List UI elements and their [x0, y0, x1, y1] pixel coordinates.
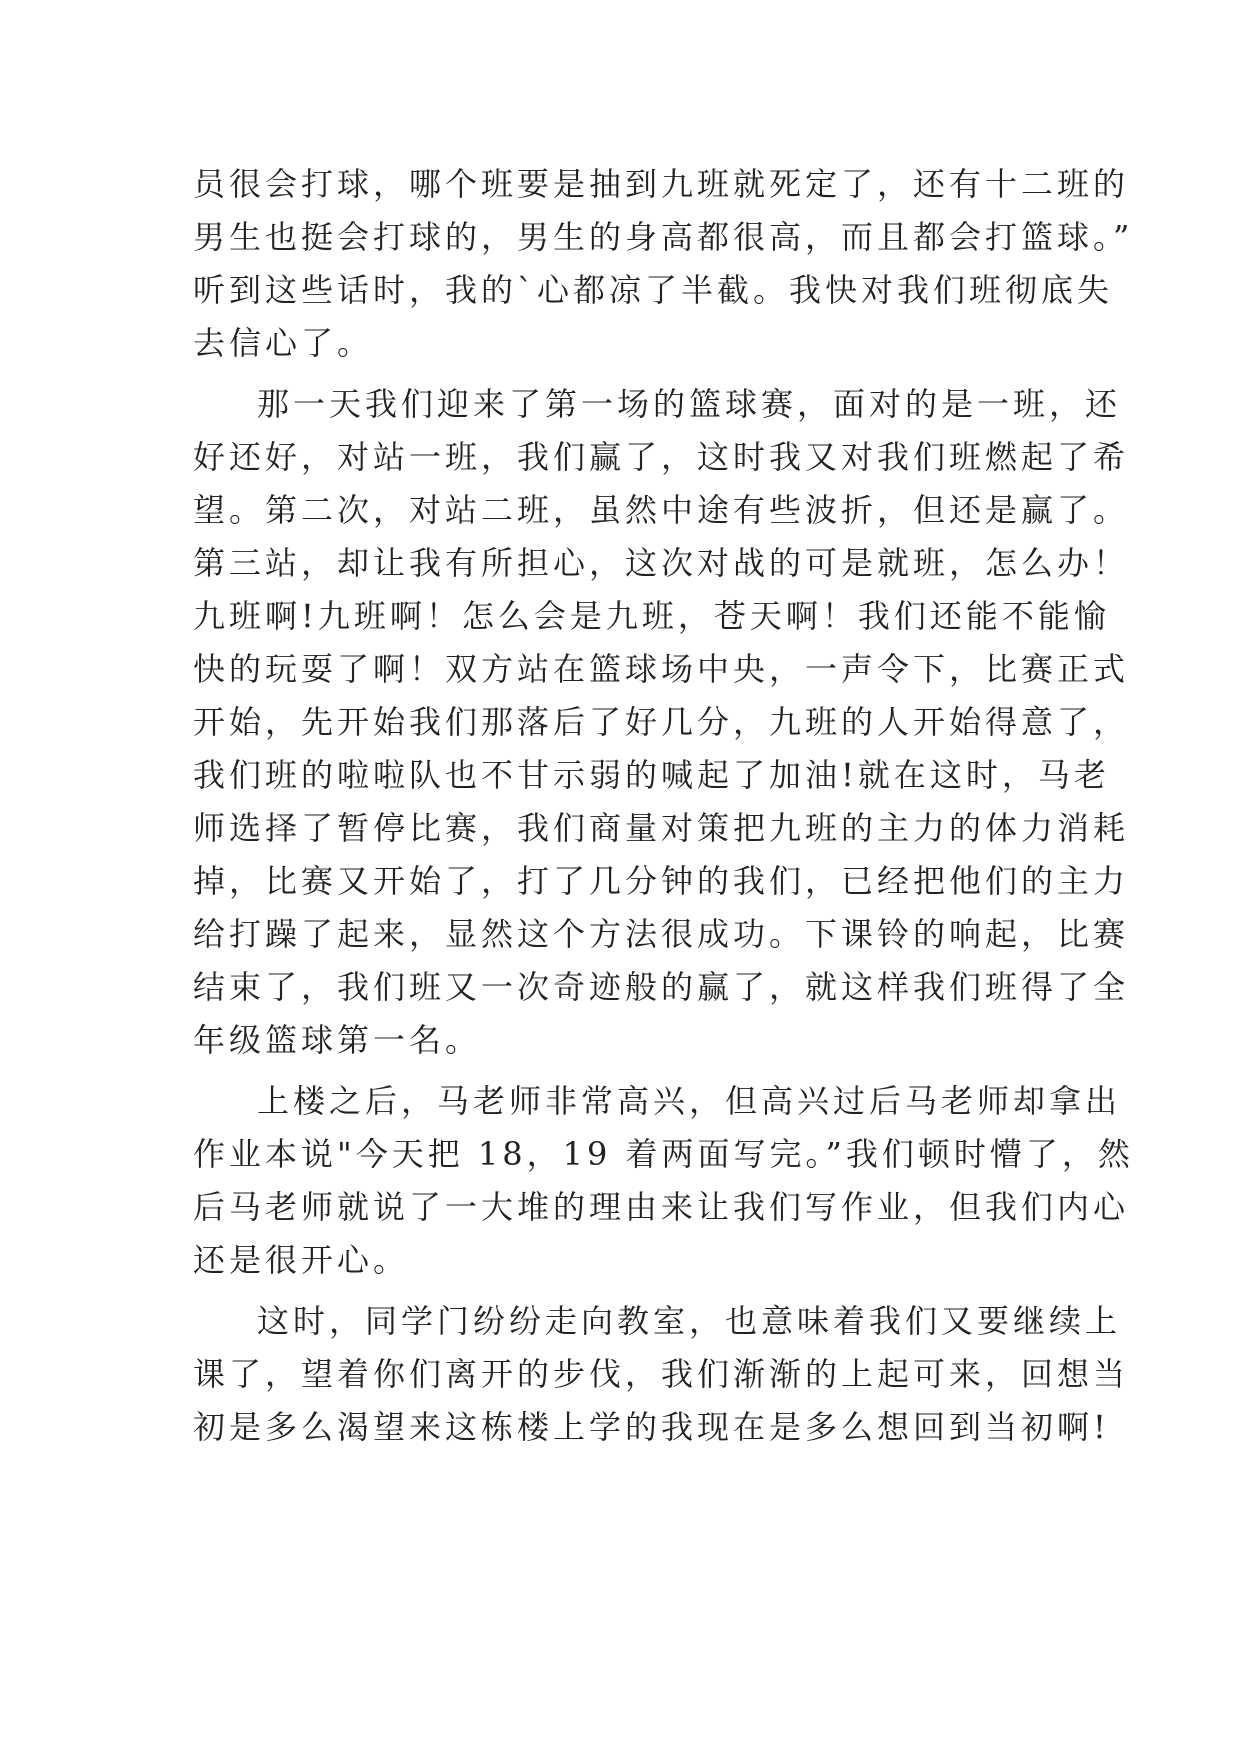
- text-line: 掉，比赛又开始了，打了几分钟的我们，已经把他们的主力: [193, 862, 1130, 900]
- text-line: 开始，先开始我们那落后了好几分，九班的人开始得意了，: [193, 703, 1130, 741]
- text-line: 作业本说"今天把 18，19 着两面写完。”我们顿时懵了，然: [193, 1135, 1134, 1173]
- text-line: 后马老师就说了一大堆的理由来让我们写作业，但我们内心: [193, 1188, 1130, 1226]
- text-line: 还是很开心。: [193, 1241, 410, 1279]
- text-line: 望。第二次，对站二班，虽然中途有些波折，但还是赢了。: [193, 491, 1130, 529]
- document-body: [193, 158, 1134, 1454]
- text-line: 员很会打球，哪个班要是抽到九班就死定了，还有十二班的: [193, 165, 1130, 203]
- text-line: 听到这些话时，我的`心都凉了半截。我快对我们班彻底失: [193, 271, 1114, 309]
- text-line: 上楼之后，马老师非常高兴，但高兴过后马老师却拿出: [257, 1082, 1122, 1120]
- text-line: 快的玩耍了啊！双方站在篮球场中央，一声令下，比赛正式: [193, 650, 1130, 688]
- text-line: 男生也挺会打球的，男生的身高都很高，而且都会打篮球。”: [193, 218, 1134, 256]
- text-line: 师选择了暂停比赛，我们商量对策把九班的主力的体力消耗: [193, 809, 1130, 847]
- paragraph-1: [193, 158, 1134, 370]
- text-line: 那一天我们迎来了第一场的篮球赛，面对的是一班，还: [257, 385, 1122, 423]
- text-line: 好还好，对站一班，我们赢了，这时我又对我们班燃起了希: [193, 438, 1130, 476]
- text-line: 初是多么渴望来这栋楼上学的我现在是多么想回到当初啊!: [193, 1408, 1110, 1446]
- text-line: 课了，望着你们离开的步伐，我们渐渐的上起可来，回想当: [193, 1355, 1130, 1393]
- text-line: 我们班的啦啦队也不甘示弱的喊起了加油!就在这时，马老: [193, 756, 1110, 794]
- text-line: 这时，同学门纷纷走向教室，也意味着我们又要继续上: [257, 1302, 1122, 1340]
- text-line: 年级篮球第一名。: [193, 1021, 482, 1059]
- paragraph-2: [193, 378, 1130, 1067]
- text-line: 结束了，我们班又一次奇迹般的赢了，就这样我们班得了全: [193, 968, 1130, 1006]
- text-line: 去信心了。: [193, 324, 374, 362]
- text-line: 第三站，却让我有所担心，这次对战的可是就班，怎么办！: [193, 544, 1130, 582]
- text-line: 给打躁了起来，显然这个方法很成功。下课铃的响起，比赛: [193, 915, 1130, 953]
- paragraph-3: [193, 1075, 1134, 1287]
- text-line: 九班啊!九班啊！怎么会是九班，苍天啊！我们还能不能愉: [193, 597, 1110, 635]
- paragraph-4: [193, 1295, 1130, 1454]
